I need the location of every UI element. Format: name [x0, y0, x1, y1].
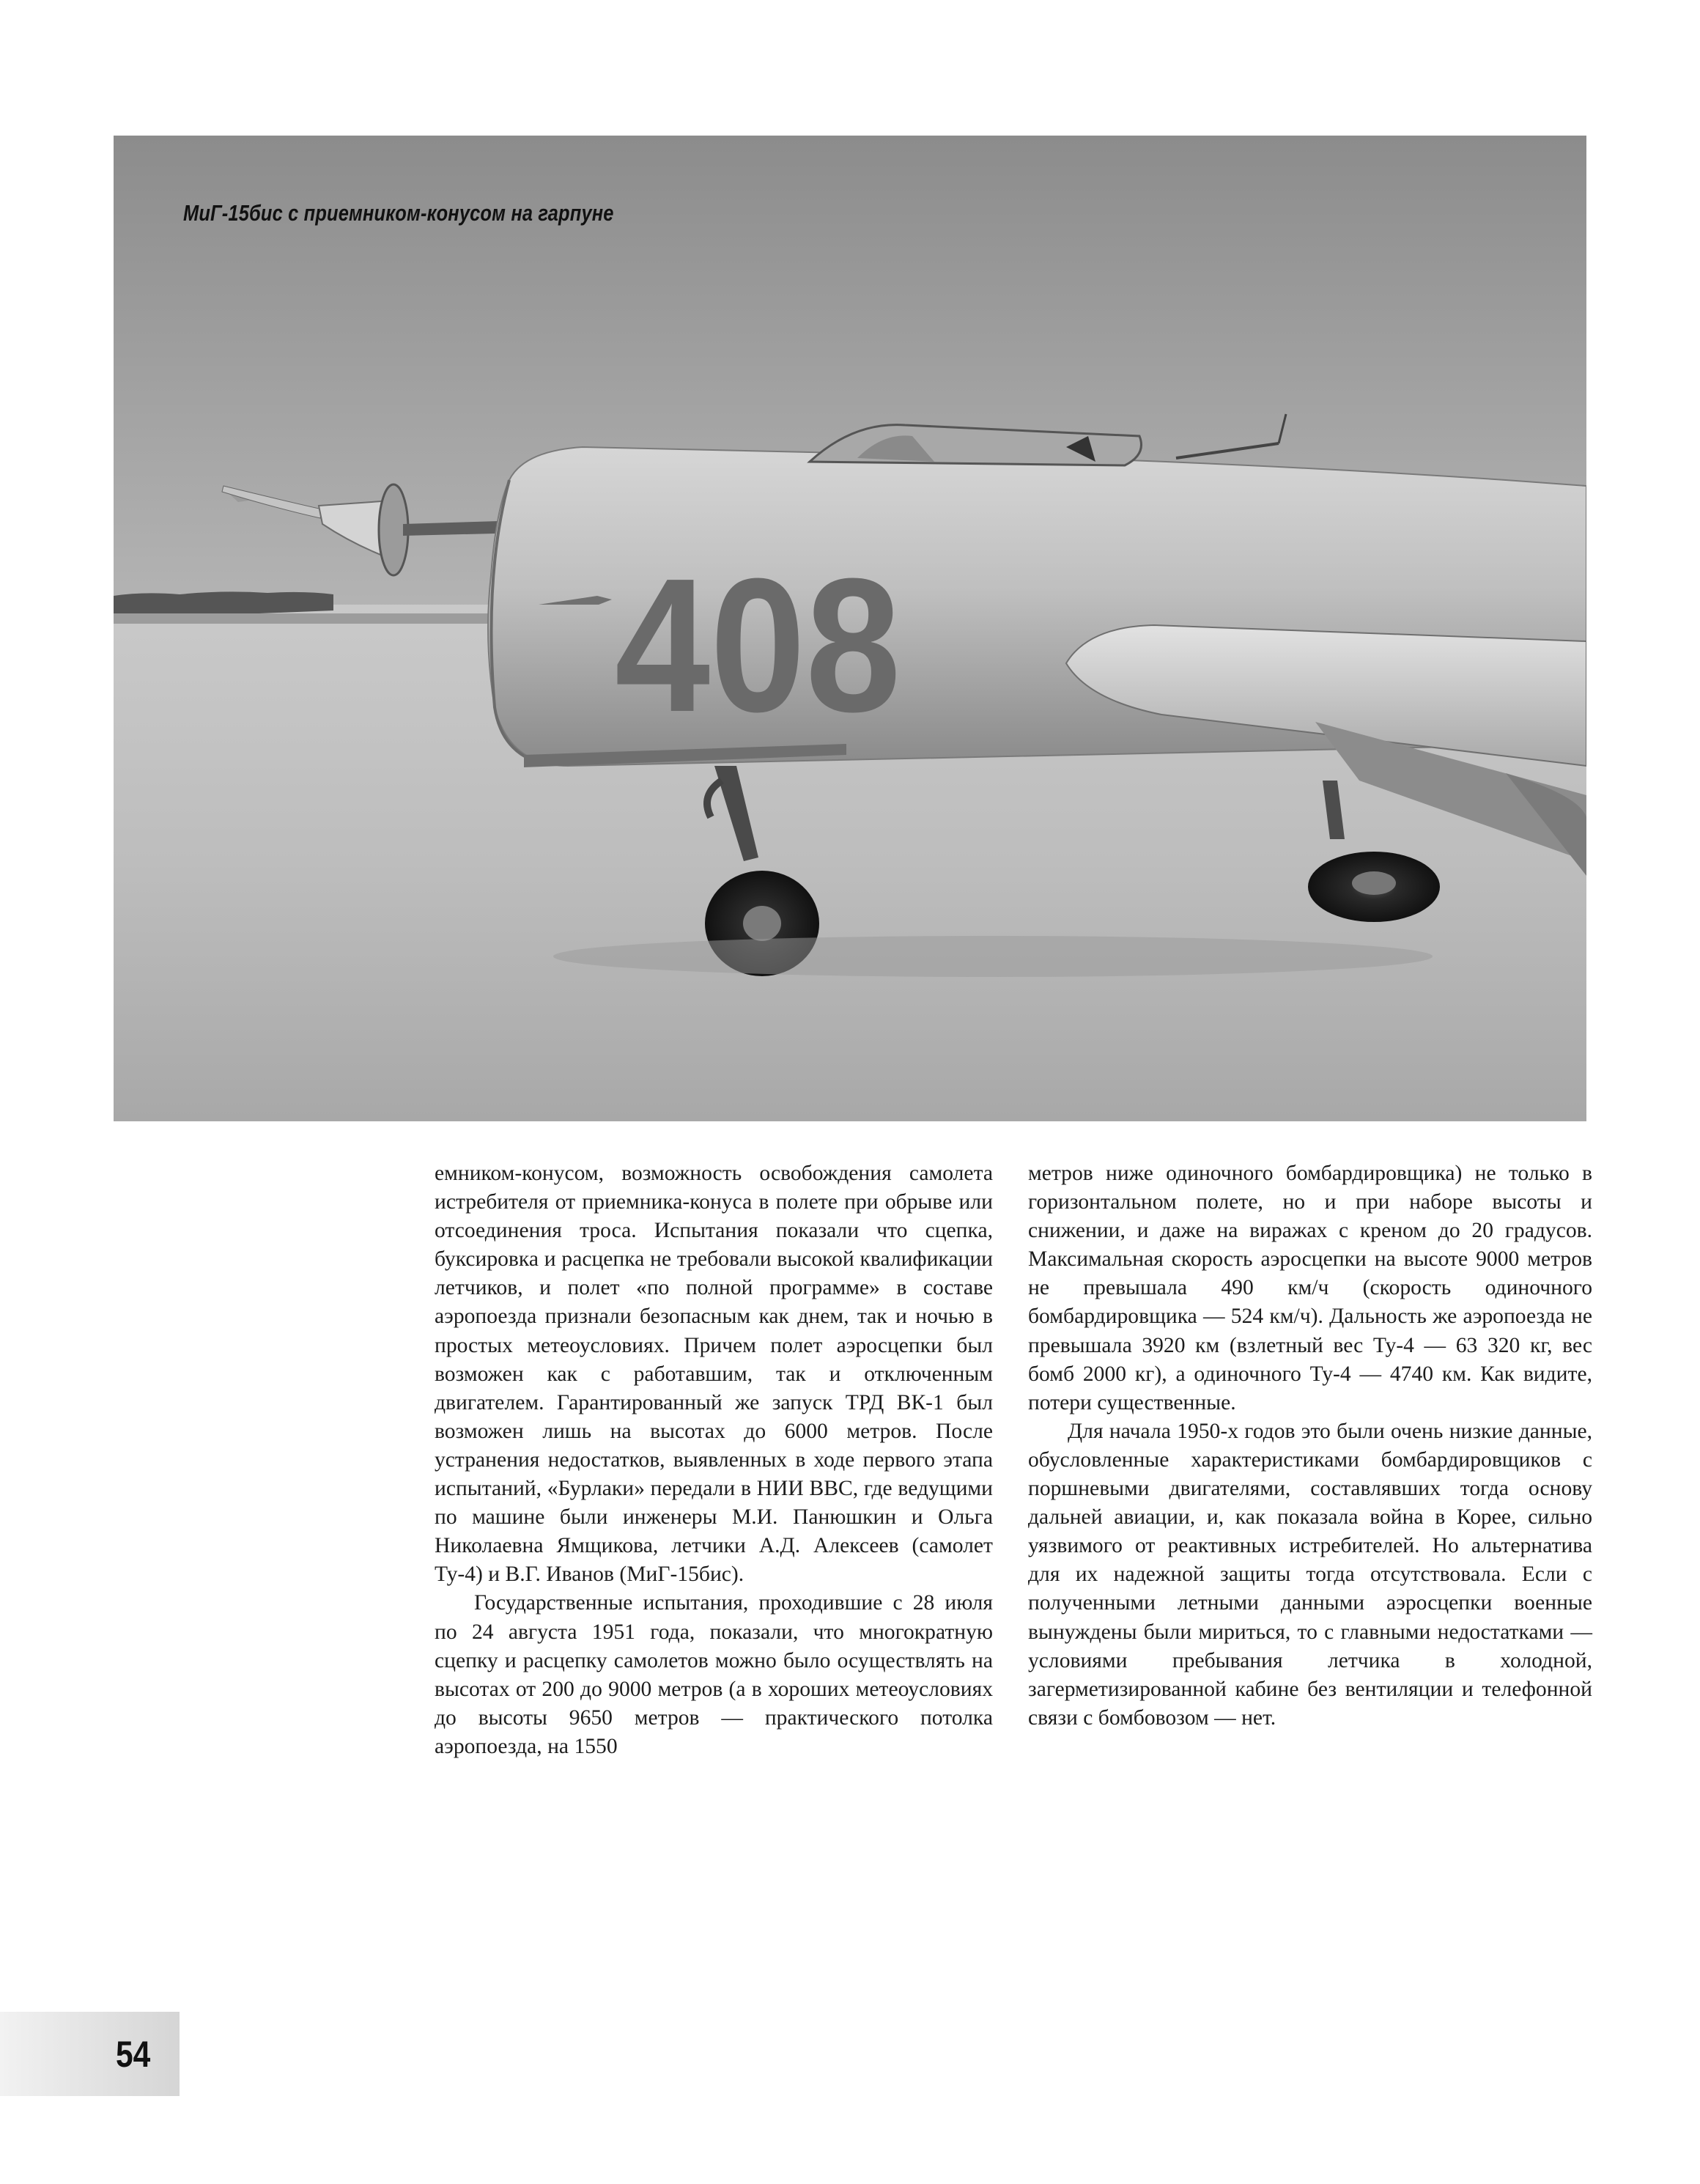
paragraph: Государственные испытания, проходившие с 28 июля по 24 августа 1951 года, показали, что многократную сцепку и расцепку самолетов можно было осуществлять на высотах от 200 до 9000 метров (а в хороших метеоусловиях до высоты 9650 метров — практического потолка аэропоезда, на 1550 — [435, 1591, 993, 1758]
paragraph: емником-конусом, возможность освобождения самолета истребителя от приемника-конуса в полете при обрыве или отсоединения троса. Испытания показали что сцепка, буксировка и расцепка не требовали высокой квалификации летчиков, и полет «по полной программе» в составе аэропоезда признали безопасным как днем, так и ночью в простых метеоусловиях. Причем полет аэросцепки был возможен как с работавшим, так и отключенным двигателем. Гарантированный же запуск ТРД ВК-1 был возможен лишь на высотах до 6000 метров. После устранения недостатков, выявленных в ходе первого этапа испытаний, «Бурлаки» передали в НИИ ВВС, где ведущими по машине были инженеры М.И. Панюшкин и Ольга Николаевна Ямщикова, летчики А.Д. Алексеев (самолет Ту-4) и В.Г. Иванов (МиГ-15бис). — [435, 1162, 993, 1587]
photo-caption: МиГ-15бис с приемником-конусом на гарпуне — [183, 200, 614, 226]
tail-number: 408 — [615, 539, 901, 752]
page-number-tab — [0, 2012, 180, 2096]
text-column-right — [1028, 1159, 1592, 1733]
page-number: 54 — [116, 2034, 151, 2075]
paragraph: метров ниже одиночного бомбардировщика) не только в горизонтальном полете, но и при наборе высоты и снижении, и даже на виражах с креном до 20 градусов. Максимальная скорость аэросцепки на высоте 9000 метров не превышала 490 км/ч (скорость одиночного бомбардировщика — 524 км/ч). Дальность же аэропоезда не превышала 3920 км (взлетный вес Ту-4 — 63 320 кг, вес бомб 2000 кг), а одиночного Ту-4 — 4740 км. Как видите, потери существенные. — [1028, 1162, 1592, 1414]
text-column-left — [435, 1159, 993, 1761]
aircraft-photo — [114, 136, 1586, 1121]
paragraph: Для начала 1950-х годов это были очень низкие данные, обусловленные характеристиками бомбардировщиков с поршневыми двигателями, составлявших тогда основу дальней авиации, и, как показала война в Корее, сильно уязвимого от реактивных истребителей. Но альтернатива для их надежной защиты тогда отсутствовала. Если с полученными летными данными аэросцепки военные вынуждены были мириться, то с главными недостатками — условиями пребывания летчика в холодной, загерметизированной кабине без вентиляции и телефонной связи с бомбовозом — нет. — [1028, 1419, 1592, 1730]
